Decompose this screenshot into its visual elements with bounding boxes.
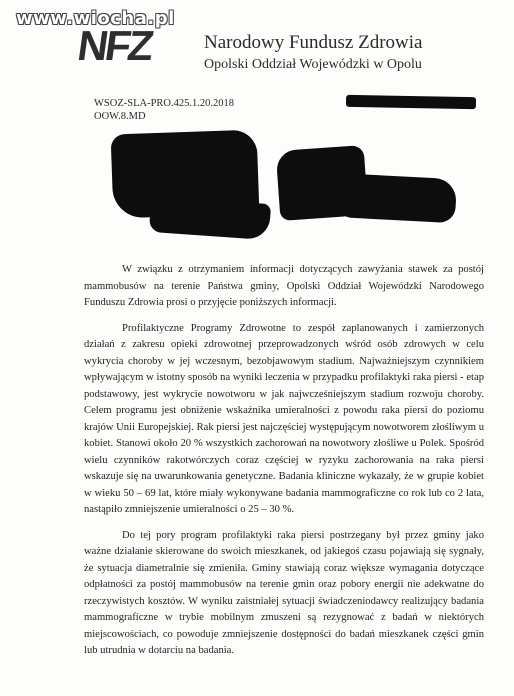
reference-code: OOW.8.MD xyxy=(94,111,146,122)
paragraph: W związku z otrzymaniem informacji dotyczących zawyżania stawek za postój mammobusów na terenie Państwa gminy, Opolski Oddział Wojewódzki Narodowego Funduszu Zdrowia prosi o przyjęcie poniższych informacji. xyxy=(84,264,484,308)
redaction-addressee-right-tail xyxy=(329,173,457,224)
paragraph: Do tej pory program profilaktyki raka piersi postrzegany był przez gminy jako ważne działanie skierowane do swoich mieszkanek, od jakiegoś czasu pojawiają się sygnały, że sytuacja diametralnie się zmieniła. Gminy stawiają coraz większe wymagania dotyczące odpłatności za postój mammobusów na terenie gmin oraz pobory energii nie adekwatne do rzeczywistych kosztów. W wyniku zaistniałej sytuacji świadczeniodawcy realizujący badania mammograficzne w trybie mobilnym zmuszeni są rezygnować z badań w niektórych miejscowościach, co powoduje zmniejszenie dostępności do badań mieszkanek części gmin lub utrudnia w dotarciu na badania. xyxy=(84,529,484,656)
paragraph: Profilaktyczne Programy Zdrowotne to zespół zaplanowanych i zamierzonych działań z zakresu opieki zdrowotnej przeprowadzonych wśród osób zdrowych w celu wykrycia choroby w jej wczesnym, bezobjawowym stadium. Najważniejszym czynnikiem wpływającym w istotny sposób na wyniki leczenia w przypadku profilaktyki raka piersi - etap podstawowy, jest wykrycie nowotworu w jak najwcześniejszym stadium rozwoju choroby. Celem programu jest obniżenie wskaźnika umieralności z powodu raka piersi do poziomu krajów Unii Europejskiej. Rak piersi jest najczęściej występującym nowotworem złośliwym u kobiet. Stanowi około 20 % wszystkich zachorowań na nowotwory złośliwe u Polek. Spośród wielu czynników rakotwórczych coraz częściej w ryzyku zachorowania na raka piersi wskazuje się na uwarunkowania genetyczne. Badania kliniczne wykazały, że w grupie kobiet w wieku 50 – 69 lat, które miały wykonywane badania mammograficzne co rok lub co 2 lata, nastąpiło zmniejszenie umieralności o 25 – 30 %. xyxy=(84,322,484,515)
org-name: Narodowy Fundusz Zdrowia xyxy=(204,32,423,53)
org-branch: Opolski Oddział Wojewódzki w Opolu xyxy=(204,57,422,72)
nfz-logo: NFZ xyxy=(74,22,155,69)
redaction-date xyxy=(346,95,476,109)
letter-body xyxy=(84,262,484,669)
reference-number: WSOZ-SLA-PRO.425.1.20.2018 xyxy=(94,98,235,109)
watermark: www.wiocha.pl xyxy=(16,8,175,29)
redaction-addressee-left-tail xyxy=(149,196,271,240)
